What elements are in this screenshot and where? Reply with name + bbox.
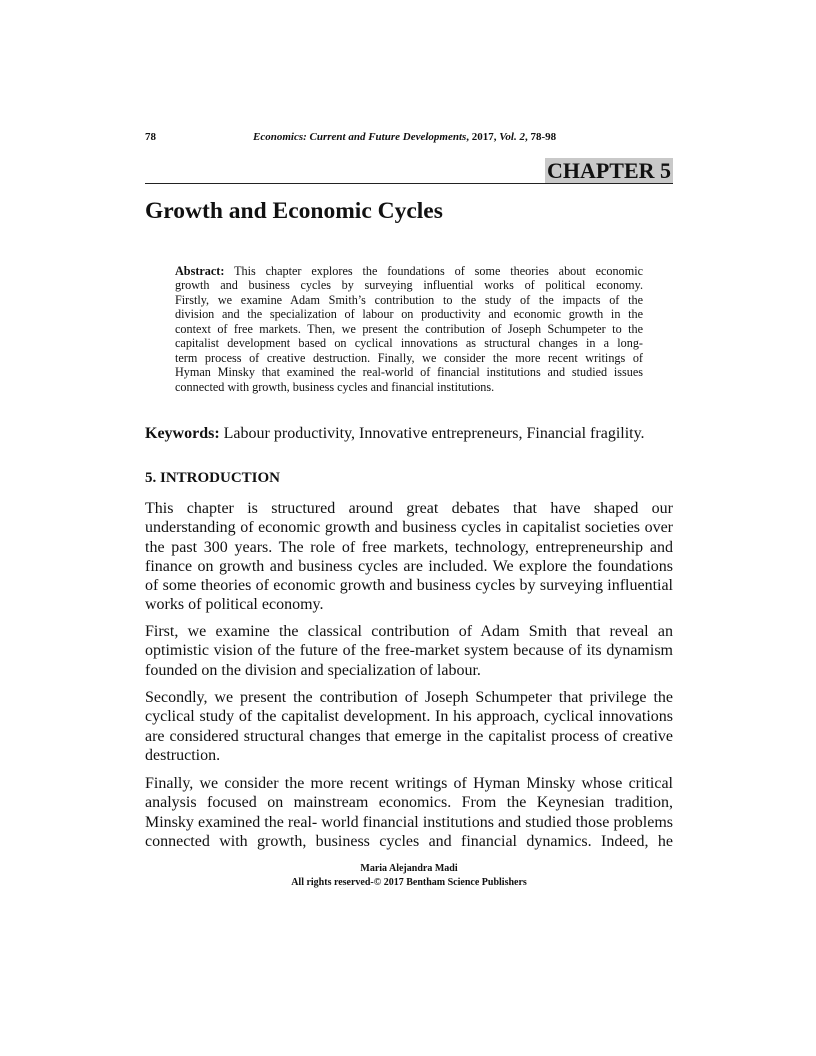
header-rule — [145, 183, 673, 184]
copyright: All rights reserved-© 2017 Bentham Science Publishers — [291, 877, 527, 888]
paragraph-line: connected with growth, business cycles and financial dynamics. Indeed, he — [145, 832, 673, 850]
abstract-line: division and the specialization of labour on productivity and economic growth in the — [175, 307, 643, 322]
keywords — [145, 425, 645, 443]
abstract-line: Hyman Minsky that examined the real-world of financial institutions and studied issues — [175, 365, 643, 380]
paragraph-line: finance on growth and business cycles are included. We explore the foundations — [145, 557, 673, 575]
abstract-line: capitalist development based on cyclical innovations as structural changes in a long- — [175, 336, 643, 351]
paragraph-line: works of political economy. — [145, 596, 324, 614]
paragraph-line: the past 300 years. The role of free markets, technology, entrepreneurship and — [145, 538, 673, 556]
paragraph-line: Finally, we consider the more recent writings of Hyman Minsky whose critical — [145, 775, 673, 792]
abstract-label: Abstract: — [175, 264, 225, 278]
paragraph-line: This chapter is structured around great debates that have shaped our — [145, 500, 673, 517]
abstract — [175, 264, 643, 394]
paragraph-line: analysis focused on mainstream economics. From the Keynesian tradition, — [145, 794, 673, 812]
paragraph-line: Minsky examined the real- world financial institutions and studied those problems — [145, 813, 673, 831]
chapter-label: CHAPTER 5 — [546, 158, 671, 183]
abstract-line — [175, 264, 643, 278]
abstract-line: growth and business cycles by surveying influential works of political economy. — [175, 278, 643, 293]
paragraph-line: destruction. — [145, 746, 221, 764]
paragraph — [145, 622, 673, 680]
paragraph — [145, 774, 673, 851]
author-name: Maria Alejandra Madi — [360, 863, 458, 874]
abstract-line: connected with growth, business cycles and financial institutions. — [175, 379, 495, 394]
paragraph-line: cyclical study of the capitalist development. In his approach, cyclical innovations — [145, 708, 673, 726]
abstract-text: This chapter explores the foundations of some theories about economic — [224, 264, 643, 278]
journal-year: , 2017, — [466, 131, 500, 143]
paragraph-line: are considered structural changes that emerge in the capitalist process of creative — [145, 727, 673, 745]
keywords-text: Labour productivity, Innovative entrepreneurs, Financial fragility. — [219, 425, 645, 442]
paragraph-line: understanding of economic growth and business cycles in capitalist societies over — [145, 519, 673, 537]
paragraph-line: founded on the division and specialization of labour. — [145, 661, 481, 679]
chapter-title: Growth and Economic Cycles — [145, 198, 443, 224]
page-footer — [145, 862, 673, 890]
journal-volume: Vol. 2 — [499, 131, 525, 143]
abstract-line: context of free markets. Then, we present the contribution of Joseph Schumpeter to the — [175, 321, 643, 336]
paragraph — [145, 688, 673, 765]
paragraph-line: First, we examine the classical contribution of Adam Smith that reveal an — [145, 623, 673, 640]
paragraph-line: optimistic vision of the future of the free-market system because of its dynamism — [145, 642, 673, 660]
journal-citation — [253, 131, 556, 143]
keywords-label: Keywords: — [145, 425, 220, 442]
paragraph-line: of some theories of economic growth and business cycles by surveying influential — [145, 577, 673, 595]
paragraph-line: Secondly, we present the contribution of Joseph Schumpeter that privilege the — [145, 689, 673, 706]
journal-pages: , 78-98 — [524, 131, 557, 143]
journal-name: Economics: Current and Future Developments — [253, 131, 467, 143]
abstract-line: Firstly, we examine Adam Smith’s contribution to the study of the impacts of the — [175, 292, 643, 307]
abstract-line: term process of creative destruction. Finally, we consider the more recent writings of — [175, 350, 643, 365]
paragraph — [145, 499, 673, 615]
section-heading: 5. INTRODUCTION — [145, 470, 281, 486]
page-number: 78 — [145, 131, 156, 143]
